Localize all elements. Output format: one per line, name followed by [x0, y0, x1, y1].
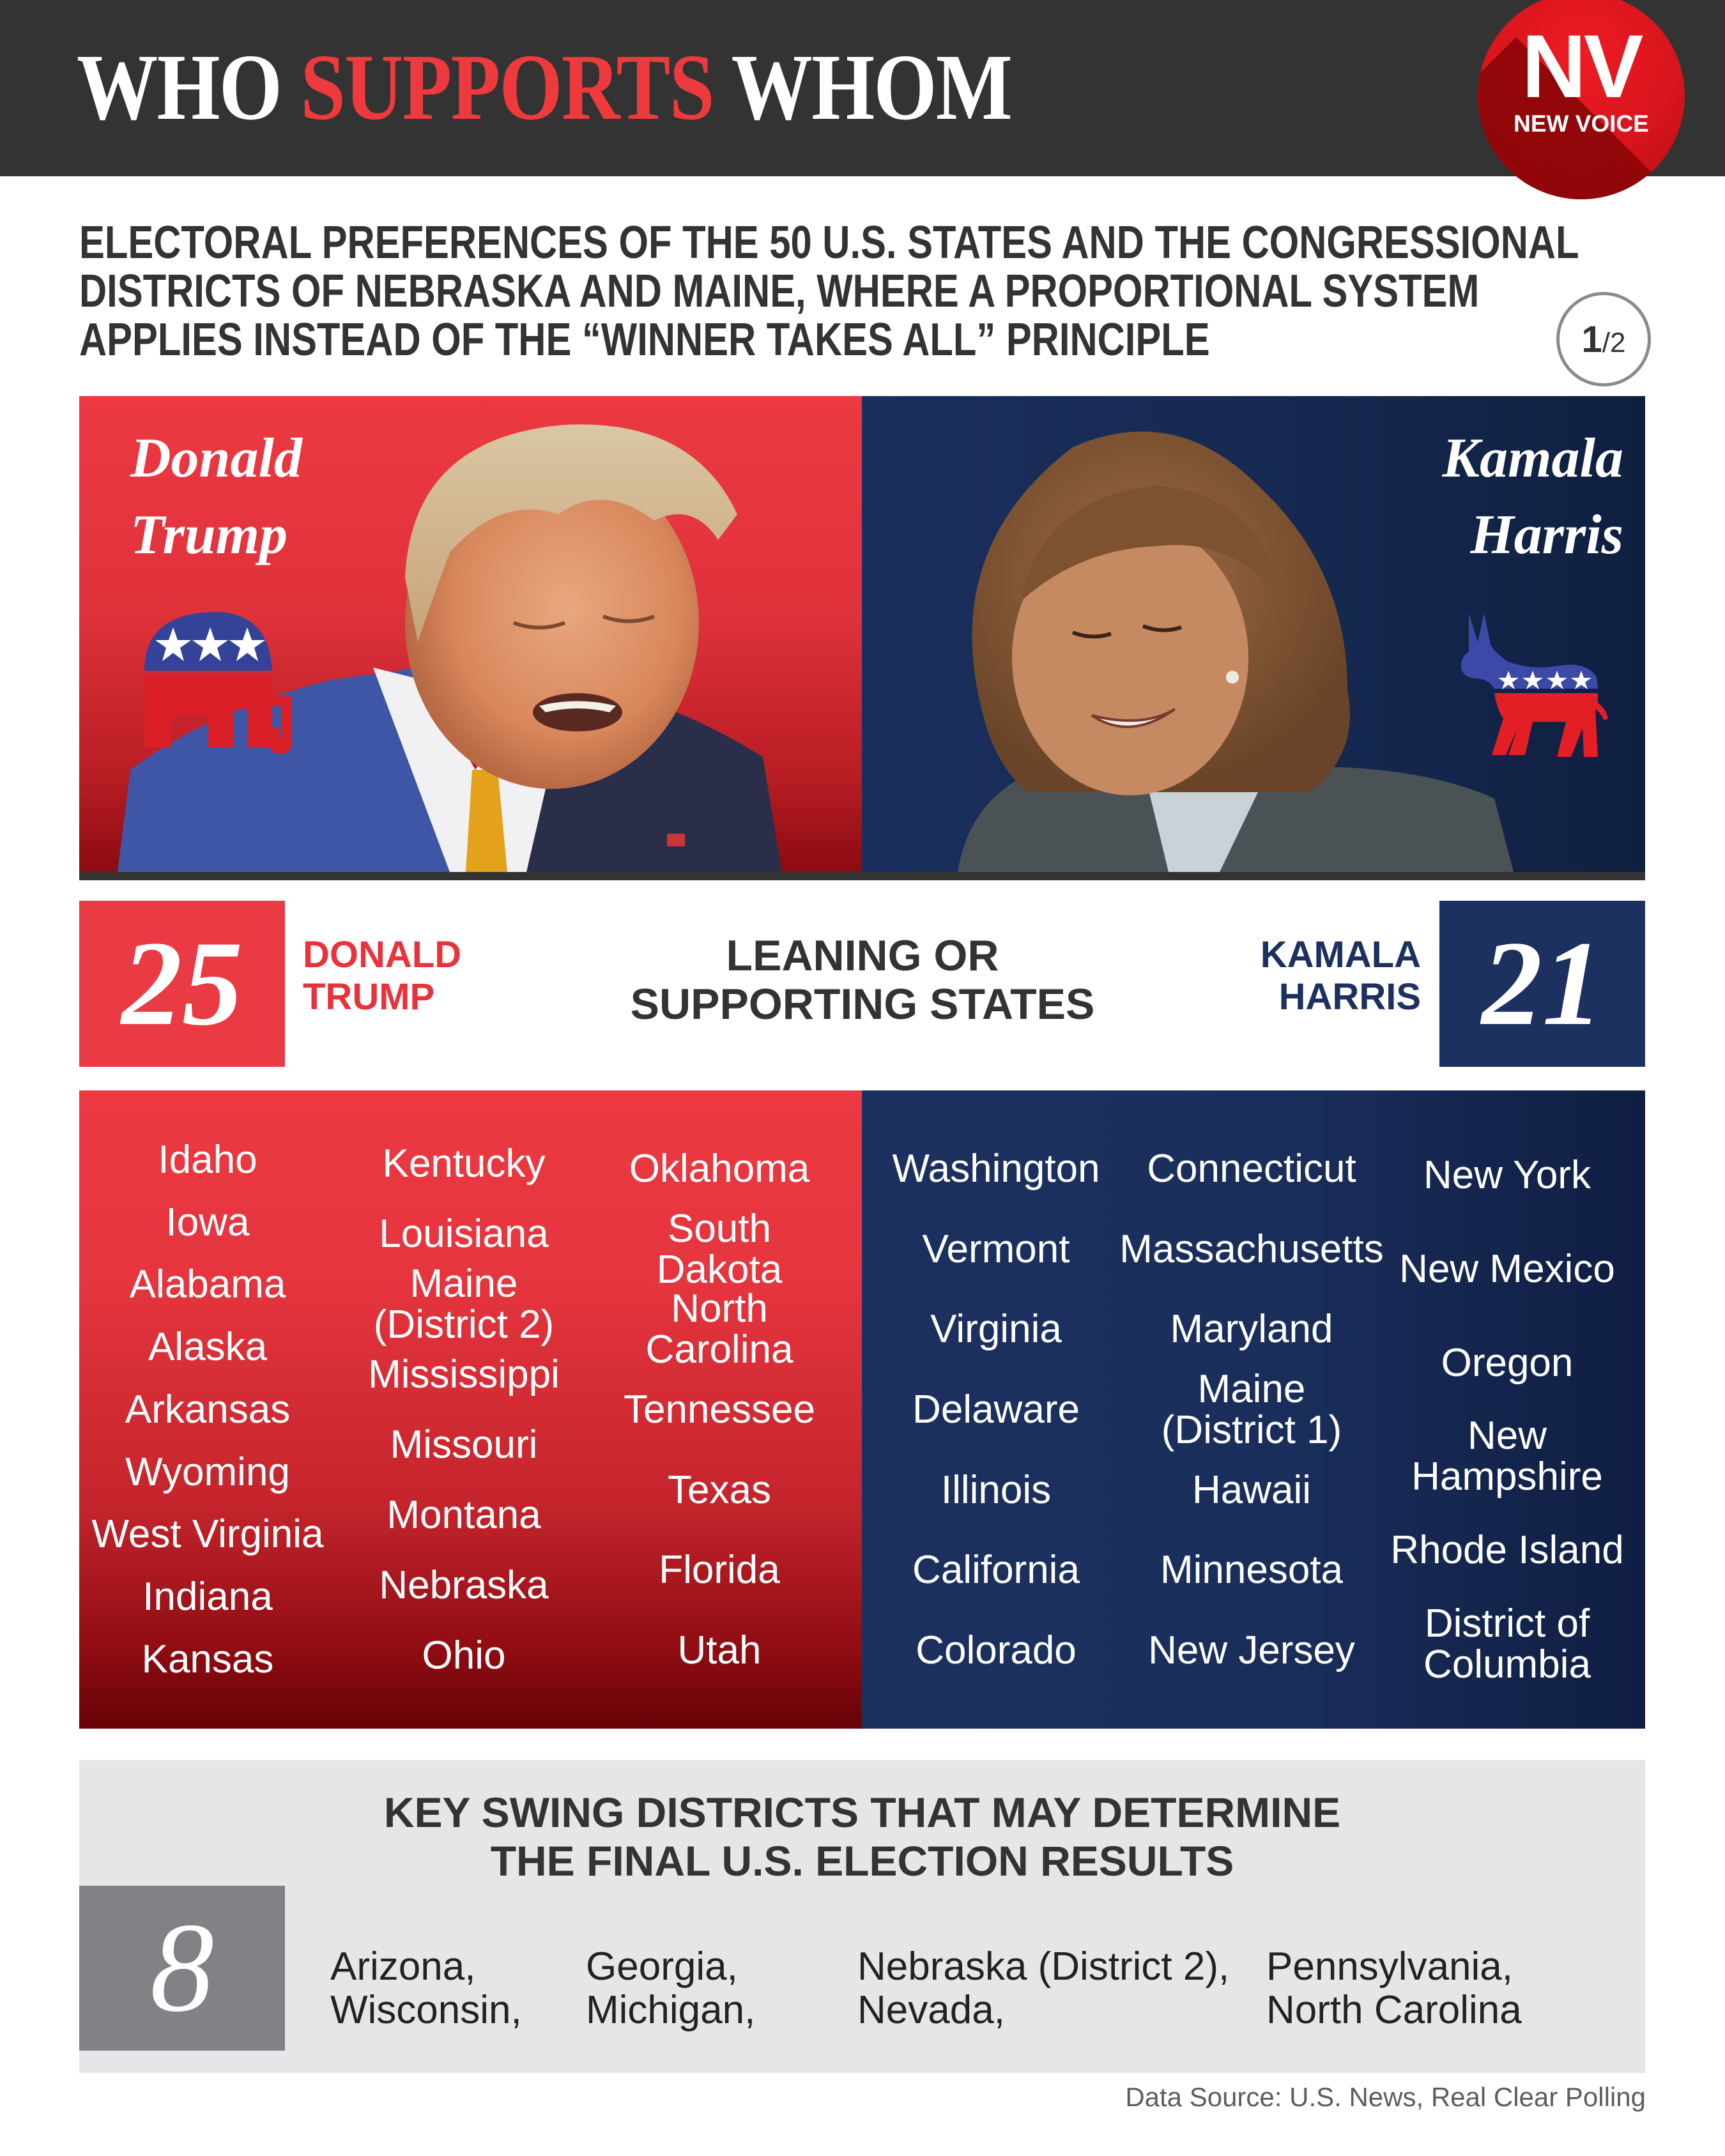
- state-name: Idaho: [158, 1137, 257, 1182]
- title-part-1: WHO: [77, 35, 301, 140]
- harris-label-line: KAMALA: [1260, 934, 1421, 975]
- swing-state: Wisconsin,: [330, 1988, 522, 2032]
- state-name: New Jersey: [1148, 1628, 1355, 1673]
- swing-state: Nebraska (District 2),: [857, 1945, 1230, 1989]
- trump-count-box: 25: [79, 901, 285, 1067]
- state-name: Texas: [668, 1467, 771, 1512]
- swing-title-line: KEY SWING DISTRICTS THAT MAY DETERMINE: [383, 1789, 1341, 1836]
- state-name: Maine (District 1): [1161, 1366, 1342, 1452]
- logo-mark: NV: [1521, 16, 1641, 116]
- swing-state: Pennsylvania,: [1266, 1945, 1514, 1989]
- state-name: Virginia: [930, 1307, 1062, 1352]
- trump-photo-panel: [79, 396, 862, 872]
- republican-elephant-icon: [138, 600, 298, 754]
- subtitle-line: APPLIES INSTEAD OF THE “WINNER TAKES ALL” PRINCIPLE: [79, 314, 1210, 365]
- state-name: Maryland: [1170, 1307, 1333, 1352]
- swing-state: North Carolina: [1266, 1988, 1522, 2032]
- harris-last-name: Harris: [1470, 504, 1623, 566]
- title-accent: SUPPORTS: [300, 35, 714, 140]
- state-name: West Virginia: [91, 1512, 324, 1557]
- trump-first-name: Donald: [130, 427, 302, 489]
- state-name: Alaska: [148, 1325, 268, 1370]
- democratic-donkey-icon: [1456, 607, 1609, 760]
- page-title: [77, 35, 1012, 140]
- trump-states-column: [592, 1129, 847, 1767]
- state-name: Wyoming: [125, 1449, 290, 1494]
- harris-first-name: Kamala: [1442, 427, 1623, 489]
- state-name: Utah: [677, 1628, 762, 1673]
- trump-label-line: TRUMP: [303, 976, 435, 1018]
- state-name: Kansas: [141, 1637, 274, 1681]
- harris-states-panel: [862, 1090, 1645, 1729]
- state-name: New Mexico: [1399, 1246, 1615, 1291]
- swing-state: Georgia,: [586, 1945, 738, 1989]
- harris-count-box: 21: [1439, 901, 1645, 1067]
- state-name: Massachusetts: [1119, 1227, 1384, 1271]
- state-name: New Hampshire: [1411, 1414, 1603, 1499]
- data-source: Data Source: U.S. News, Real Clear Polling: [1125, 2082, 1646, 2112]
- new-voice-logo[interactable]: [1478, 0, 1685, 199]
- trump-name: [130, 420, 302, 574]
- swing-count-box: 8: [79, 1886, 285, 2051]
- state-name: Washington: [892, 1146, 1100, 1191]
- subtitle: [79, 217, 1579, 365]
- swing-districts-section: [79, 1760, 1645, 2073]
- harris-name: [1442, 420, 1623, 574]
- counts-heading-line: SUPPORTING STATES: [630, 980, 1095, 1028]
- state-name: Oklahoma: [629, 1146, 810, 1191]
- state-name: Indiana: [142, 1575, 273, 1619]
- state-name: New York: [1423, 1153, 1591, 1198]
- trump-states-panel: [79, 1090, 862, 1729]
- state-name: Ohio: [422, 1633, 506, 1678]
- page-separator: /: [1602, 327, 1610, 358]
- state-name: Louisiana: [379, 1212, 549, 1256]
- state-name: Hawaii: [1192, 1467, 1312, 1512]
- state-name: Missouri: [390, 1423, 538, 1467]
- swing-title-line: THE FINAL U.S. ELECTION RESULTS: [490, 1837, 1234, 1885]
- trump-last-name: Trump: [130, 504, 288, 566]
- swing-title: [79, 1788, 1645, 1885]
- swing-column: [586, 1945, 755, 2032]
- state-name: Oregon: [1441, 1340, 1574, 1385]
- state-name: Colorado: [916, 1628, 1077, 1673]
- state-name: Kentucky: [382, 1142, 546, 1186]
- counts-heading-line: LEANING OR: [726, 931, 999, 980]
- trump-states-column: [79, 1129, 336, 1767]
- state-name: Delaware: [912, 1387, 1080, 1432]
- harris-states-column: [1379, 1129, 1635, 1767]
- swing-column: [330, 1945, 522, 2032]
- harris-photo-panel: [862, 396, 1645, 872]
- state-name: Connecticut: [1147, 1146, 1356, 1191]
- state-name: Illinois: [940, 1467, 1052, 1512]
- state-name: District of Columbia: [1423, 1601, 1591, 1686]
- page-current: 1: [1581, 318, 1602, 360]
- harris-count-label: [1261, 934, 1421, 1018]
- page-total: 2: [1610, 327, 1626, 358]
- trump-count-label: [303, 934, 461, 1018]
- state-name: North Carolina: [645, 1287, 793, 1372]
- state-name: Arkansas: [125, 1387, 291, 1432]
- counts-heading: [594, 931, 1131, 1028]
- state-name: Maine (District 2): [373, 1262, 555, 1347]
- state-name: Rhode Island: [1390, 1527, 1624, 1572]
- title-part-2: WHOM: [713, 35, 1012, 140]
- panel-divider: [79, 872, 1645, 880]
- harris-states-column: [862, 1129, 1130, 1767]
- swing-column: [857, 1945, 1229, 2032]
- state-name: Tennessee: [624, 1387, 815, 1432]
- state-name: California: [912, 1548, 1080, 1593]
- state-name: South Dakota: [656, 1206, 783, 1292]
- swing-column: [1266, 1945, 1522, 2032]
- harris-label-line: HARRIS: [1278, 976, 1421, 1018]
- state-name: Minnesota: [1160, 1548, 1344, 1593]
- state-name: Mississippi: [368, 1352, 560, 1396]
- state-name: Vermont: [922, 1227, 1070, 1271]
- state-name: Florida: [659, 1548, 780, 1593]
- harris-states-column: [1117, 1129, 1386, 1767]
- swing-state: Nevada,: [857, 1988, 1005, 2032]
- logo-text: NEW VOICE: [1514, 111, 1649, 137]
- state-name: Alabama: [129, 1262, 286, 1307]
- subtitle-line: ELECTORAL PREFERENCES OF THE 50 U.S. STATES AND THE CONGRESSIONAL: [79, 217, 1579, 268]
- trump-label-line: DONALD: [303, 934, 462, 975]
- state-name: Montana: [387, 1493, 541, 1537]
- swing-state: Arizona,: [330, 1945, 476, 1989]
- trump-states-column: [336, 1129, 592, 1767]
- page-indicator: [1556, 292, 1651, 386]
- subtitle-line: DISTRICTS OF NEBRASKA AND MAINE, WHERE A PROPORTIONAL SYSTEM: [79, 266, 1480, 317]
- state-name: Nebraska: [379, 1563, 549, 1607]
- state-name: Iowa: [165, 1200, 250, 1244]
- swing-state: Michigan,: [586, 1988, 756, 2032]
